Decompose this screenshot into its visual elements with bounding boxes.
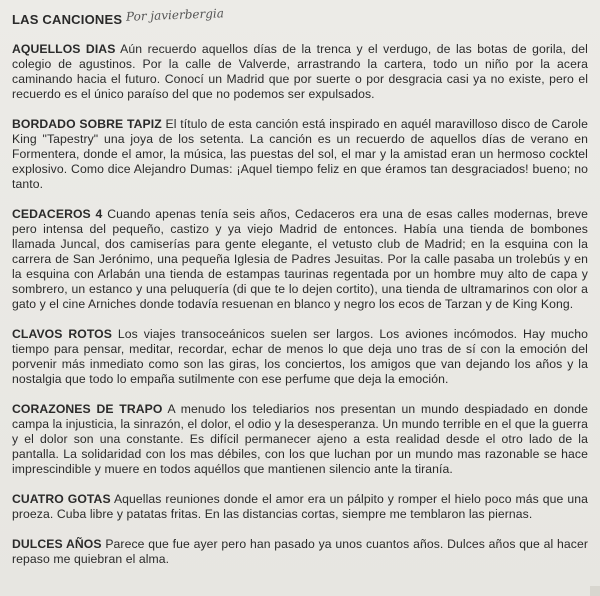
handwritten-signature: Por javierbergia	[125, 6, 225, 24]
song-title: DULCES AÑOS	[12, 537, 102, 551]
song-note-cuatro-gotas	[12, 492, 588, 522]
song-description: Aquellas reuniones donde el amor era un pálpito y romper el hielo poco más que una proeza. Cuba libre y patatas fritas. En las distancias cortas, siempre me temblaron las piernas.	[12, 492, 588, 521]
song-description: Aún recuerdo aquellos días de la trenca y el verdugo, de las botas de gorila, del colegio de agustinos. Por la calle de Valverde, arrastrando la cartera, todo un niño por la acera caminando hacia el futuro. Conocí un Madrid que por suerte o por desgracia casi ya no existe, pero el recuerdo es el único paraíso del que no podemos ser expulsados.	[12, 42, 588, 101]
song-description: Cuando apenas tenía seis años, Cedaceros era una de esas calles modernas, breve pero intensa del pequeño, castizo y ya viejo Madrid de entonces. Había una tienda de bombones llamada Juncal, dos camiserías para gente elegante, el vetusto club de Madrid; en la esquina con la carrera de San Jerónimo, una pequeña Iglesia de Padres Jesuitas. Por la calle pasaba un trolebús y en la esquina con Arlabán una tienda de estampas taurinas regentada por un hombre muy alto de capa y sombrero, un estanco y una peluquería (di que te lo dejen cortito), una tienda de ultramarinos con olor a gato y el cine Arniches donde todavía resuenan en blanco y negro los ecos de Tarzan y de King Kong.	[12, 207, 588, 311]
song-description: A menudo los telediarios nos presentan un mundo despiadado en donde campa la injusticia, la sinrazón, el dolor, el odio y la desesperanza. Un mundo terrible en el que la guerra y el dolor son una constante. Es difícil permanecer ajeno a esta realidad desde el otro lado de la pantalla. La solidaridad con los mas débiles, con los que luchan por un mundo mas razonable se hace imprescindible y muere en todos aquéllos que mantienen silencio ante la tiranía.	[12, 402, 588, 476]
song-title: BORDADO SOBRE TAPIZ	[12, 117, 162, 131]
song-note-aquellos-dias	[12, 42, 588, 102]
header	[12, 6, 588, 36]
song-title: CUATRO GOTAS	[12, 492, 111, 506]
song-description: Parece que fue ayer pero han pasado ya unos cuantos años. Dulces años que al hacer repaso me quiebran el alma.	[12, 537, 588, 566]
song-title: CLAVOS ROTOS	[12, 327, 112, 341]
page-corner	[590, 586, 600, 596]
song-description: El título de esta canción está inspirado en aquél maravilloso disco de Carole King "Tapestry" una joya de los setenta. La canción es un recuerdo de aquellos días de verano en Formentera, donde el amor, la música, las puestas del sol, el mar y la amistad eran un hermoso cocktel explosivo. Como dice Alejandro Dumas: ¡Aquel tiempo feliz en que éramos tan desgraciados! bueno; no tanto.	[12, 117, 588, 191]
song-title: CEDACEROS 4	[12, 207, 103, 221]
song-note-bordado-sobre-tapiz	[12, 117, 588, 192]
song-note-clavos-rotos	[12, 327, 588, 387]
song-note-cedaceros-4	[12, 207, 588, 312]
song-note-dulces-anos	[12, 537, 588, 567]
song-title: CORAZONES DE TRAPO	[12, 402, 163, 416]
page-title: LAS CANCIONES	[12, 12, 123, 27]
song-description: Los viajes transoceánicos suelen ser largos. Los aviones incómodos. Hay mucho tiempo para pensar, meditar, recordar, echar de menos lo que deja uno tras de sí con la emoción del porvenir más inmediato como son las giras, los conciertos, los amigos que van dejando los años y la nostalgia que todo lo empaña sutilmente con ese perfume que deja la emoción.	[12, 327, 588, 386]
song-note-corazones-de-trapo	[12, 402, 588, 477]
song-title: AQUELLOS DIAS	[12, 42, 116, 56]
